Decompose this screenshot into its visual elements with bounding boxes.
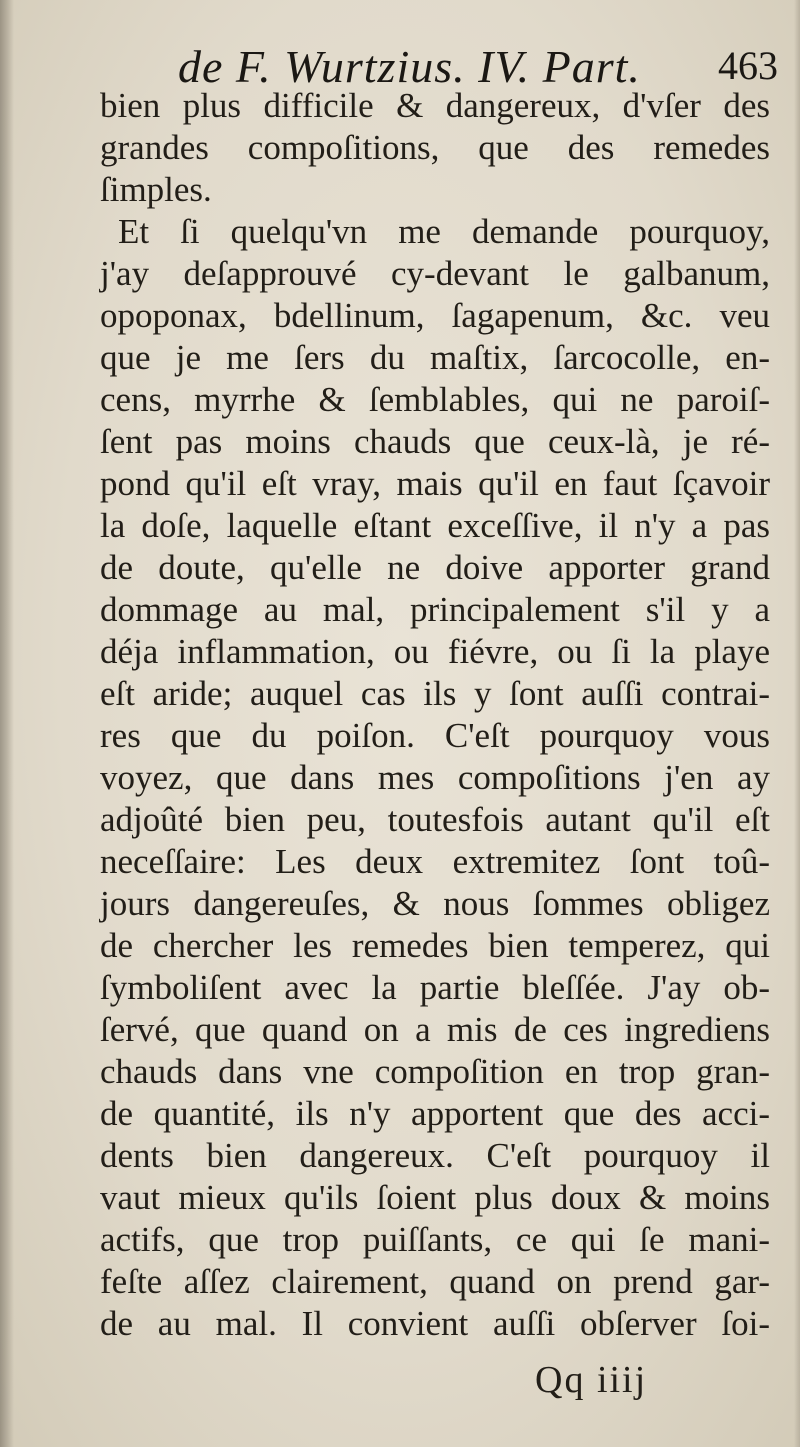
text-line: jours dangereuſes, & nous ſommes obligez [100, 884, 770, 923]
text-line: cens, myrrhe & ſemblables, qui ne paroiſ- [100, 380, 770, 419]
text-line: de quantité, ils n'y apportent que des acci- [100, 1094, 770, 1133]
text-line: ſimples. [100, 170, 212, 209]
text-line: pond qu'il eſt vray, mais qu'il en faut ſçavoir [100, 464, 770, 503]
text-line: bien plus difficile & dangereux, d'vſer des [100, 86, 770, 125]
text-line: opoponax, bdellinum, ſagapenum, &c. veu [100, 296, 770, 335]
text-line: la doſe, laquelle eſtant exceſſive, il n'y a pas [100, 506, 770, 545]
signature-mark: Qq iiij [535, 1359, 648, 1401]
text-line: vaut mieux qu'ils ſoient plus doux & moins [100, 1178, 770, 1217]
text-line: déja inflammation, ou fiévre, ou ſi la playe [100, 632, 770, 671]
text-line: voyez, que dans mes compoſitions j'en ay [100, 758, 770, 797]
text-line: res que du poiſon. C'eſt pourquoy vous [100, 716, 770, 755]
text-line: dents bien dangereux. C'eſt pourquoy il [100, 1136, 770, 1175]
text-line: neceſſaire: Les deux extremitez ſont toû- [100, 842, 770, 881]
text-line: de chercher les remedes bien temperez, qui [100, 926, 770, 965]
text-line: de doute, qu'elle ne doive apporter grand [100, 548, 770, 587]
text-line: chauds dans vne compoſition en trop gran- [100, 1052, 770, 1091]
page-number: 463 [718, 43, 778, 88]
text-line: ſervé, que quand on a mis de ces ingrediens [100, 1010, 770, 1049]
text-line: adjoûté bien peu, toutesfois autant qu'il eſt [100, 800, 770, 839]
text-line: actifs, que trop puiſſants, ce qui ſe mani- [100, 1220, 770, 1259]
page-gutter-shadow [0, 0, 14, 1447]
text-line: grandes compoſitions, que des remedes [100, 128, 770, 167]
text-line: j'ay deſapprouvé cy-devant le galbanum, [100, 254, 770, 293]
text-line: ſymboliſent avec la partie bleſſée. J'ay ob- [100, 968, 770, 1007]
page-edge [794, 0, 800, 1447]
text-line: que je me ſers du maſtix, ſarcocolle, en- [100, 338, 770, 377]
running-title: de F. Wurtzius. IV. Part. [178, 41, 641, 92]
text-line: eſt aride; auquel cas ils y ſont auſſi contrai- [100, 674, 770, 713]
text-line: ſent pas moins chauds que ceux-là, je ré- [100, 422, 770, 461]
text-line: de au mal. Il convient auſſi obſerver ſoi- [100, 1304, 770, 1343]
body-text [100, 85, 770, 1345]
text-line: feſte aſſez clairement, quand on prend gar- [100, 1262, 770, 1301]
text-line: dommage au mal, principalement s'il y a [100, 590, 770, 629]
text-line: Et ſi quelqu'vn me demande pourquoy, [118, 212, 770, 251]
